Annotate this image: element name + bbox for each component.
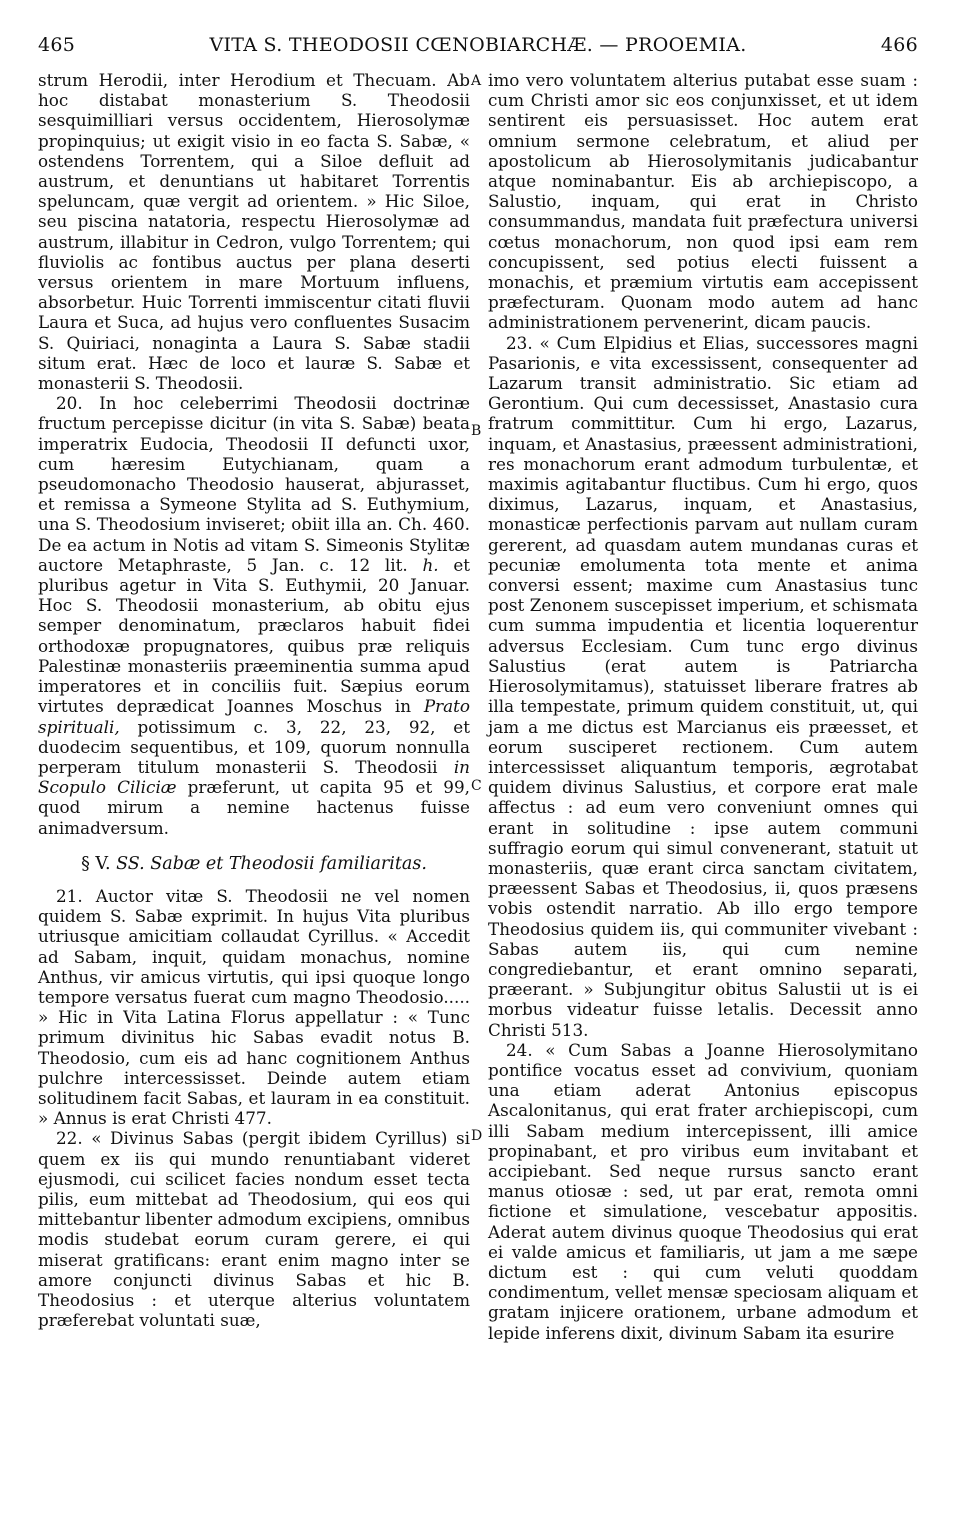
page-number-right: 466 xyxy=(880,34,918,56)
paragraph: 24. « Cum Sabas a Joanne Hierosolymitano pontifice vocatus esset ad convivium, quoniam una etiam aderat Antonius episcopus Ascalonitanus, qui erat frater archiepiscopi, cum illi Sabam medium intercepissent, illi amice propinabant, et pro viribus eum invitabant et accipiebant. Sed neque rursus sancto erant manus otiosæ : sed, ut par erat, remota omni fictione et simulatione, vescebatur appositis. Aderat autem divinus quoque Theodosius qui erat ei valde amicus et familiaris, ut jam a me sæpe dictum est : qui cum veluti quoddam condimentum, vellet mensæ speciosam aliquam et gratam injicere orationem, urbane admodum et lepide inferens dixit, divinum Sabam ita esurire xyxy=(488,1039,918,1343)
text-run: 20. In hoc celeberrimi Theodosii doctrinæ fructum percepisse dicitur (in vita S. Sabæ) beata imperatrix Eudocia, Theodosii II defuncti uxor, cum hæresim Eutychianam, quam a pseudomonacho Theodosio hauserat, abjurasset, et remissa a Symeone Stylita ad S. Euthymium, una S. Theodosium inviseret; obiit illa an. Ch. 460. De ea actum in Notis ad vitam S. Simeonis Stylitæ auctore Metaphraste, 5 Jan. c. 12 lit. xyxy=(38,393,470,575)
margin-letter-c: C xyxy=(471,778,482,794)
text-run: potissimum c. 3, 22, 23, 92, et duodecim sequentibus, et 109, quorum nonnulla perperam titulum monasterii S. Theodosii xyxy=(38,716,470,777)
margin-letter-a: A xyxy=(471,73,482,89)
right-column xyxy=(488,70,918,1343)
section-number: § V. xyxy=(81,853,117,874)
page-number-left: 465 xyxy=(38,34,76,56)
text-run: et pluribus agetur in Vita S. Euthymii, 20 Januar. Hoc S. Theodosii monasterium, ab obitu ejus semper denominatum, præclaros habuit fidei orthodoxæ propugnatores, quibus præ reliquis Palestinæ monasteriis præeminentia summa apud imperatores et in conciliis fuit. Sæpius eorum virtutes deprædicat Joannes Moschus in xyxy=(38,554,470,717)
running-title: VITA S. THEODOSII CŒNOBIARCHÆ. — PROOEMIA. xyxy=(209,34,747,56)
italic-text: h. xyxy=(422,554,439,575)
paragraph: 23. « Cum Elpidius et Elias, successores magni Pasarionis, e vita excessissent, consequenter ad Lazarum transit administratio. Sic etiam ad Gerontium. Qui cum decessisset, Anastasio cura fratrum committitur. Cum hi ergo, Lazarus, inquam, et Anastasius, præessent administrationi, res monachorum erant admodum turbulentæ, et maximis agitabantur fluctibus. Cum hi ergo, quos diximus, Lazarus, inquam, et Anastasius, monasticæ perfectionis parvam aut nullam curam gererent, ad quasdam autem mundanas curas et pecuniæ emolumenta tota mente et anima conversi essent; maxime cum Anastasius tunc post Zenonem suscepisset imperium, et schismata cum summa impudentia et licentia loquerentur adversus Ecclesiam. Cum tunc ergo divinus Salustius (erat autem is Patriarcha Hierosolymitamus), statuisset liberare fratres ab illa tempestate, primum quidem constituit, ut, qui jam a me dictus est Marcianus eis præesset, et eorum susciperet rectionem. Cum autem intercessisset aliquantum temporis, ægrotabat quidem divinus Salustius, et corpore erat male affectus : ad eum vero conveniunt omnes qui erant in solitudine : ipse autem communi suffragio eorum qui simul convenerant, statuit ut monasteriis, quæ erant circa sanctam civitatem, præessent Sabas et Theodosius, ii, quos præsens vobis ostendit narratio. Ab illo ergo tempore Theodosius quidem iis, qui communiter vivebant : Sabas autem iis, qui cum nemine congrediebantur, et erant omnino separati, præerant. » Subjungitur obitus Salustii ut is ei morbus videatur fuisse letalis. Decessit anno Christi 513. xyxy=(488,332,918,1040)
paragraph xyxy=(38,393,470,837)
section-heading xyxy=(38,854,470,874)
left-column xyxy=(38,70,470,1330)
text-run: præferunt, ut capita 95 et 99, quod mirum a nemine hactenus fuisse animadversum. xyxy=(38,777,470,838)
italic-text: in Scopulo Ciliciæ xyxy=(38,756,470,798)
margin-letter-b: B xyxy=(471,423,482,439)
italic-text: Prato spirituali, xyxy=(38,696,470,737)
paragraph: 22. « Divinus Sabas (pergit ibidem Cyrillus) si quem ex iis qui mundo renuntiabant videret ejusmodi, cui scilicet facies nondum esset tecta pilis, eum mittebat ad Theodosium, qui eos qui mittebantur libenter admodum excipiens, omnibus modis studebat eorum curam gerere, ei qui miserat gratificans: erant enim magno inter se amore conjuncti divinus Sabas et hic B. Theodosius : et uterque alterius voluntatem præferebat voluntati suæ, xyxy=(38,1128,470,1331)
paragraph: imo vero voluntatem alterius putabat esse suam : cum Christi amor sic eos conjunxisset, et ut idem sentirent eis persuasisset. Hoc autem erat omnium sermone celebratum, et aliud per apostolicum ab Hierosolymitanis judicabantur atque nominabantur. Eis ab archiepiscopo, a Salustio, inquam, qui erat in Christo consummandus, mandata fuit præfectura universi cœtus monachorum, non quod ipsi eam rem concupissent, sed potius electi fuissent a monachis, et præmium virtutis eam accepissent præfecturam. Quonam modo autem ad hanc administrationem pervenerint, dicam paucis. xyxy=(488,70,918,333)
paragraph: strum Herodii, inter Herodium et Thecuam. Ab hoc distabat monasterium S. Theodosii sesquimilliari versus occidentem, Hierosolymæ propinquius; ut exigit visio in eo facta S. Sabæ, « ostendens Torrentem, qui a Siloe defluit ad austrum, et denuntians ut habitaret Torrentis speluncam, quæ vergit ad orientem. » Hic Siloe, seu piscina natatoria, respectu Hierosolymæ ad austrum, illabitur in Cedron, vulgo Torrentem; qui fluviolis ac fontibus auctus per plana deserti versus orientem in mare Mortuum influens, absorbetur. Huic Torrenti immiscentur citati fluvii Laura et Suca, ad hujus vero confluentes Susacim S. Quiriaci, nonaginta a Laura S. Sabæ stadii situm erat. Hæc de loco et lauræ S. Sabæ et monasterii S. Theodosii. xyxy=(38,70,470,394)
section-title: SS. Sabæ et Theodosii familiaritas. xyxy=(116,853,427,874)
page-header xyxy=(38,34,918,60)
margin-letter-d: D xyxy=(471,1128,483,1144)
paragraph: 21. Auctor vitæ S. Theodosii ne vel nomen quidem S. Sabæ exprimit. In hujus Vita pluribus utriusque amicitiam collaudat Cyrillus. « Accedit ad Sabam, inquit, quidam monachus, nomine Anthus, vir amicus virtutis, qui ipsi quoque longo tempore versatus fuerat cum magno Theodosio..... » Hic in Vita Latina Florus appellatur : « Tunc primum divinitus hic Sabas evadit notus B. Theodosio, cum eis ad hanc cognitionem Anthus pulchre intercessisset. Deinde autem etiam solitudinem facit Sabas, et lauram in ea constituit. » Annus is erat Christi 477. xyxy=(38,885,470,1129)
